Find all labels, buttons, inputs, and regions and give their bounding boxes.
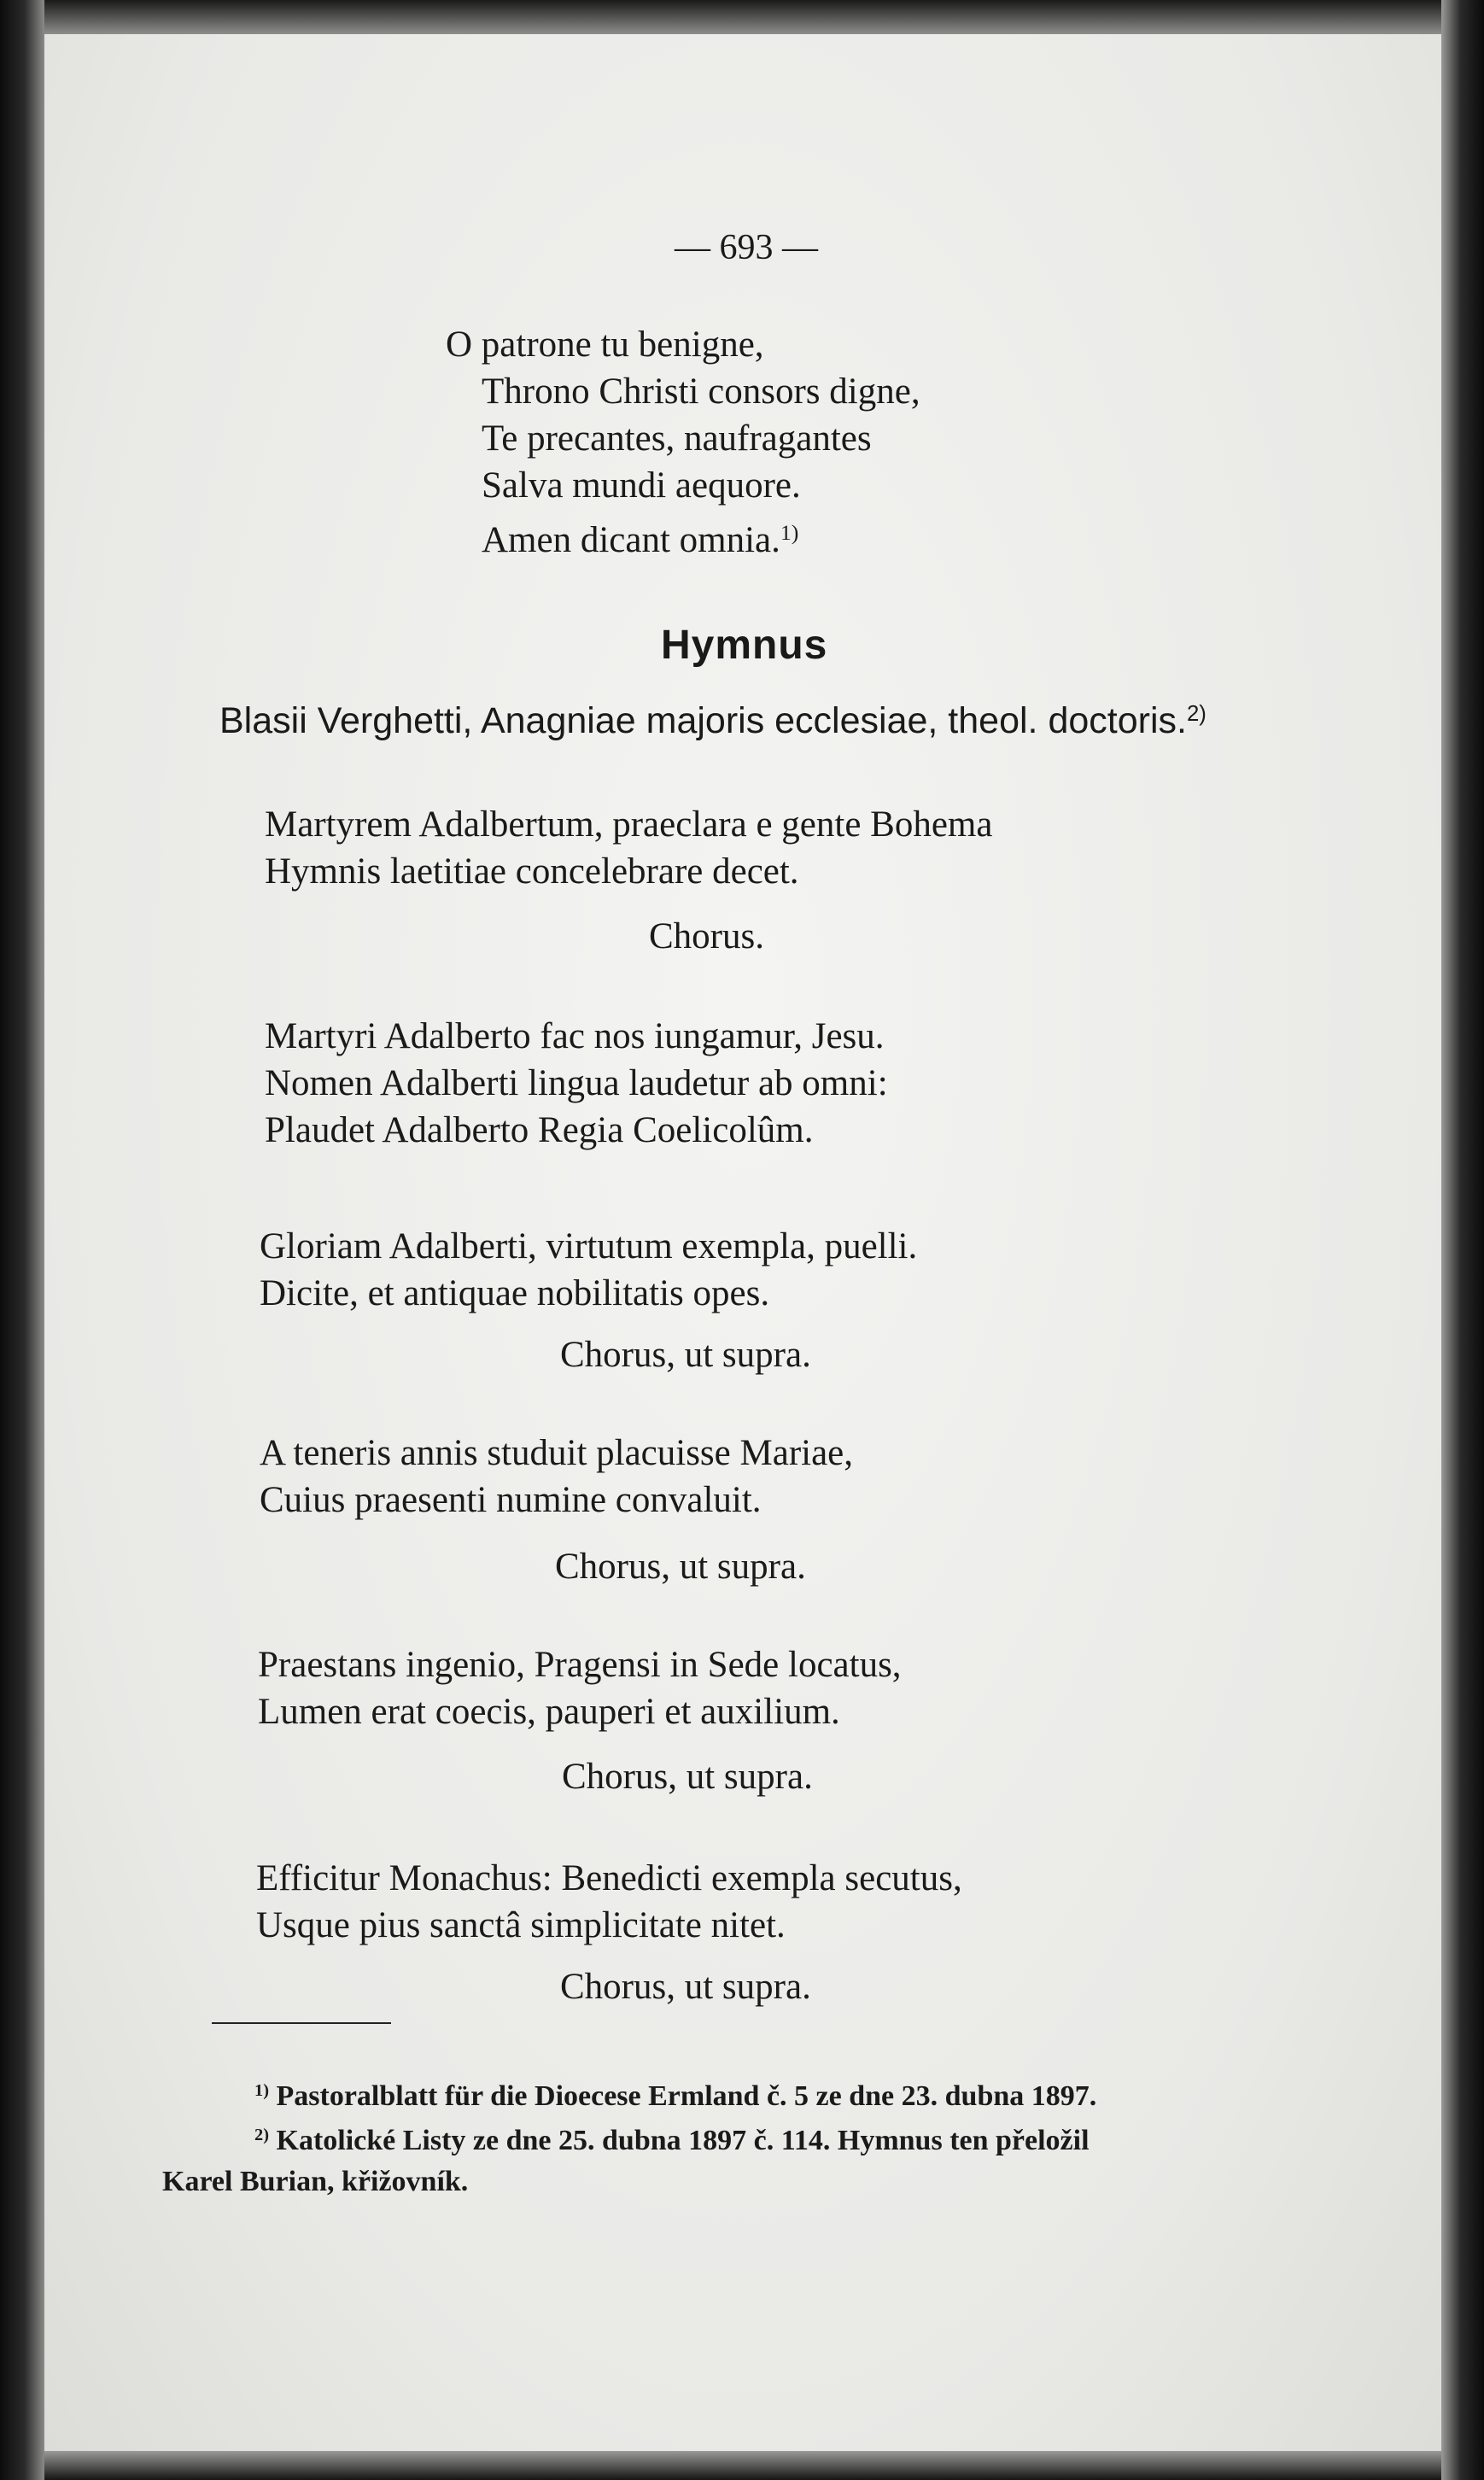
hymn-stanza: [258, 1641, 902, 1735]
verse-line: Amen dicant omnia.: [482, 520, 780, 561]
book-page: [44, 34, 1441, 2451]
verse-line: Cuius praesenti numine convaluit.: [260, 1480, 762, 1520]
scan-edge-bottom: [0, 2451, 1484, 2480]
hymn-stanza: [265, 1013, 888, 1154]
chorus-label: Chorus.: [649, 916, 764, 956]
chorus-label: Chorus, ut supra.: [555, 1547, 806, 1587]
verse-line: Nomen Adalberti lingua laudetur ab omni:: [265, 1063, 888, 1103]
footnote-text: Karel Burian, křižovník.: [162, 2166, 469, 2198]
opening-stanza: [446, 321, 920, 564]
verse-line: Praestans ingenio, Pragensi in Sede locatus,: [258, 1645, 902, 1685]
scan-edge-left: [0, 0, 44, 2480]
verse-line: A teneris annis studuit placuisse Mariae,: [260, 1433, 854, 1473]
footnote-text: Pastoralblatt für die Dioecese Ermland č. 5 ze dne 23. dubna 1897.: [276, 2080, 1097, 2113]
hymn-stanza: [260, 1430, 853, 1524]
footnote-separator: [212, 2022, 391, 2024]
verse-line: Usque pius sanctâ simplicitate nitet.: [256, 1905, 786, 1945]
chorus-label: Chorus, ut supra.: [560, 1335, 811, 1375]
hymn-stanza: [265, 801, 992, 895]
verse-line: Lumen erat coecis, pauperi et auxilium.: [258, 1692, 840, 1732]
verse-line: O patrone tu benigne,: [446, 325, 764, 365]
verse-line: Dicite, et antiquae nobilitatis opes.: [260, 1273, 770, 1313]
hymn-subtitle: Blasii Verghetti, Anagniae majoris ecclesiae, theol. doctoris.: [219, 700, 1187, 741]
hymn-stanza: [256, 1855, 962, 1949]
verse-line: Te precantes, naufragantes: [482, 418, 872, 459]
footnote-mark: 1): [254, 2081, 269, 2100]
verse-line: Hymnis laetitiae concelebrare decet.: [265, 851, 799, 892]
footnote-mark: 2): [254, 2126, 269, 2144]
footnote: [254, 2070, 1096, 2117]
scan-edge-right: [1441, 0, 1484, 2480]
hymn-subtitle-line: [219, 700, 1206, 742]
verse-line: Plaudet Adalberto Regia Coelicolûm.: [265, 1110, 814, 1150]
verse-line: Martyrem Adalbertum, praeclara e gente Bohema: [265, 804, 993, 845]
hymn-stanza: [260, 1223, 917, 1317]
verse-line: Gloriam Adalberti, virtutum exempla, puelli.: [260, 1226, 918, 1266]
scan-edge-top: [0, 0, 1484, 34]
footnote-mark: 1): [780, 520, 799, 545]
verse-line: Throno Christi consors digne,: [482, 371, 920, 412]
footnote-mark: 2): [1186, 701, 1206, 726]
verse-line: Efficitur Monachus: Benedicti exempla secutus,: [256, 1858, 962, 1898]
verse-line: Martyri Adalberto fac nos iungamur, Jesu.: [265, 1016, 885, 1056]
hymn-title: Hymnus: [661, 623, 828, 668]
footnote-text: Katolické Listy ze dne 25. dubna 1897 č. 114. Hymnus ten přeložil: [276, 2125, 1090, 2157]
chorus-label: Chorus, ut supra.: [560, 1967, 811, 2007]
verse-line: Salva mundi aequore.: [482, 465, 801, 506]
chorus-label: Chorus, ut supra.: [562, 1757, 813, 1797]
page-number: — 693 —: [675, 228, 818, 267]
footnote: [162, 2114, 1090, 2202]
verse-line-with-note: [446, 509, 920, 564]
